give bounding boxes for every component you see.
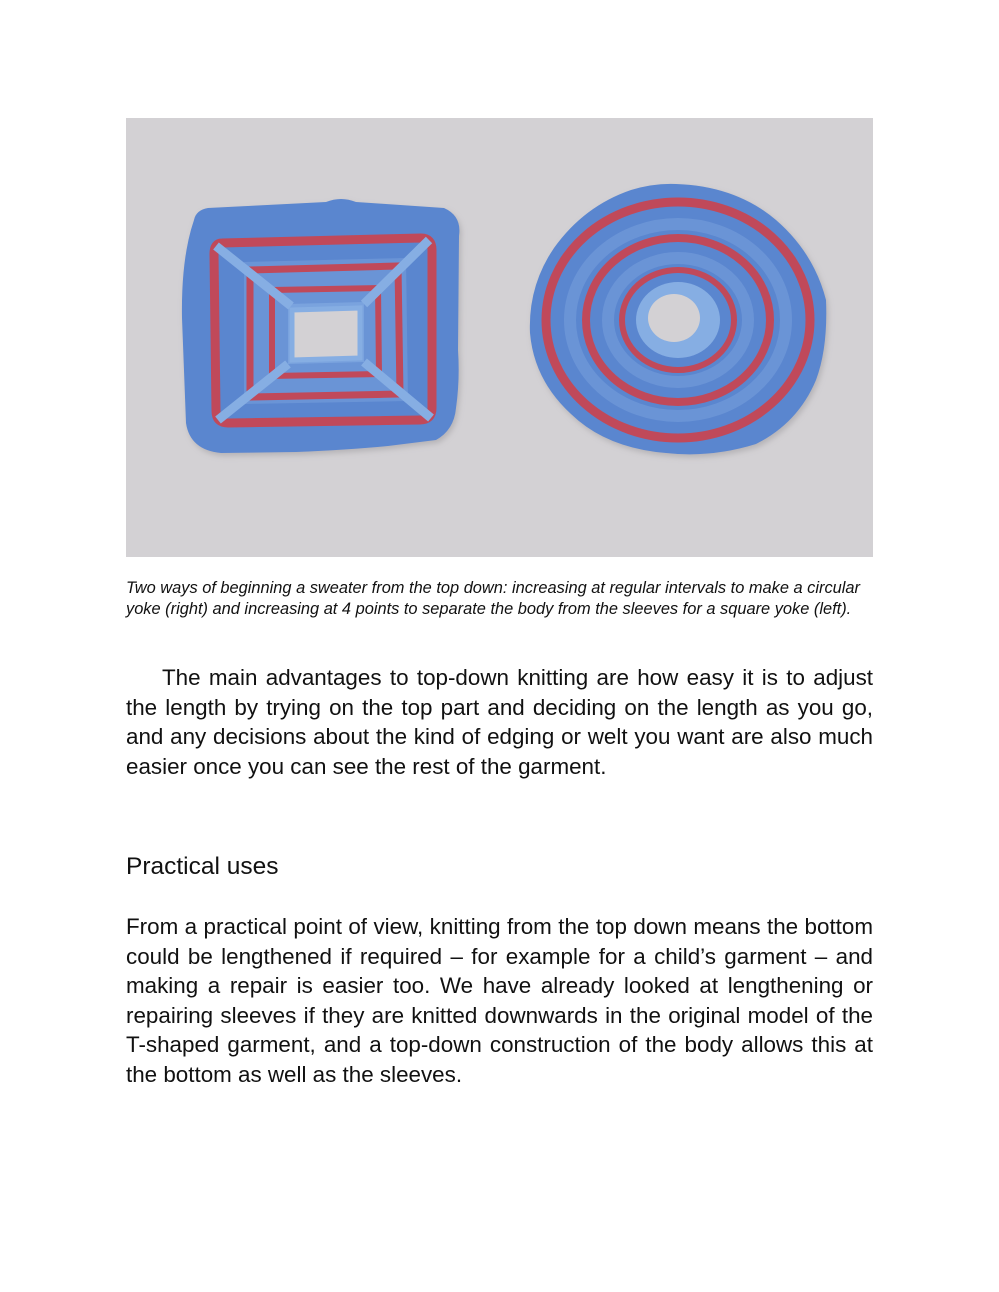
section-heading: Practical uses [126, 853, 279, 880]
paragraph-practical-uses: From a practical point of view, knitting from the top down means the bottom could be lengthened if required – for example for a child’s garment – and making a repair is easier too. We have already looked at lengthening or repairing sleeves if they are knitted downwards in the original model of the T-shaped garment, and a top-down construction of the body allows this at the bottom as well as the sleeves. [126, 914, 873, 1087]
knitted-swatches-illustration [126, 118, 873, 557]
figure-caption: Two ways of beginning a sweater from the top down: increasing at regular intervals to make a circular yoke (right) and increasing at 4 points to separate the body from the sleeves for a square yoke (left). [126, 579, 860, 618]
paragraph-advantages: The main advantages to top-down knitting are how easy it is to adjust the length by trying on the top part and deciding on the length as you go, and any decisions about the kind of edging or welt you want are also much easier once you can see the rest of the garment. [126, 665, 873, 779]
knitted-swatches-photo [126, 118, 873, 557]
square-yoke-swatch [182, 199, 460, 453]
